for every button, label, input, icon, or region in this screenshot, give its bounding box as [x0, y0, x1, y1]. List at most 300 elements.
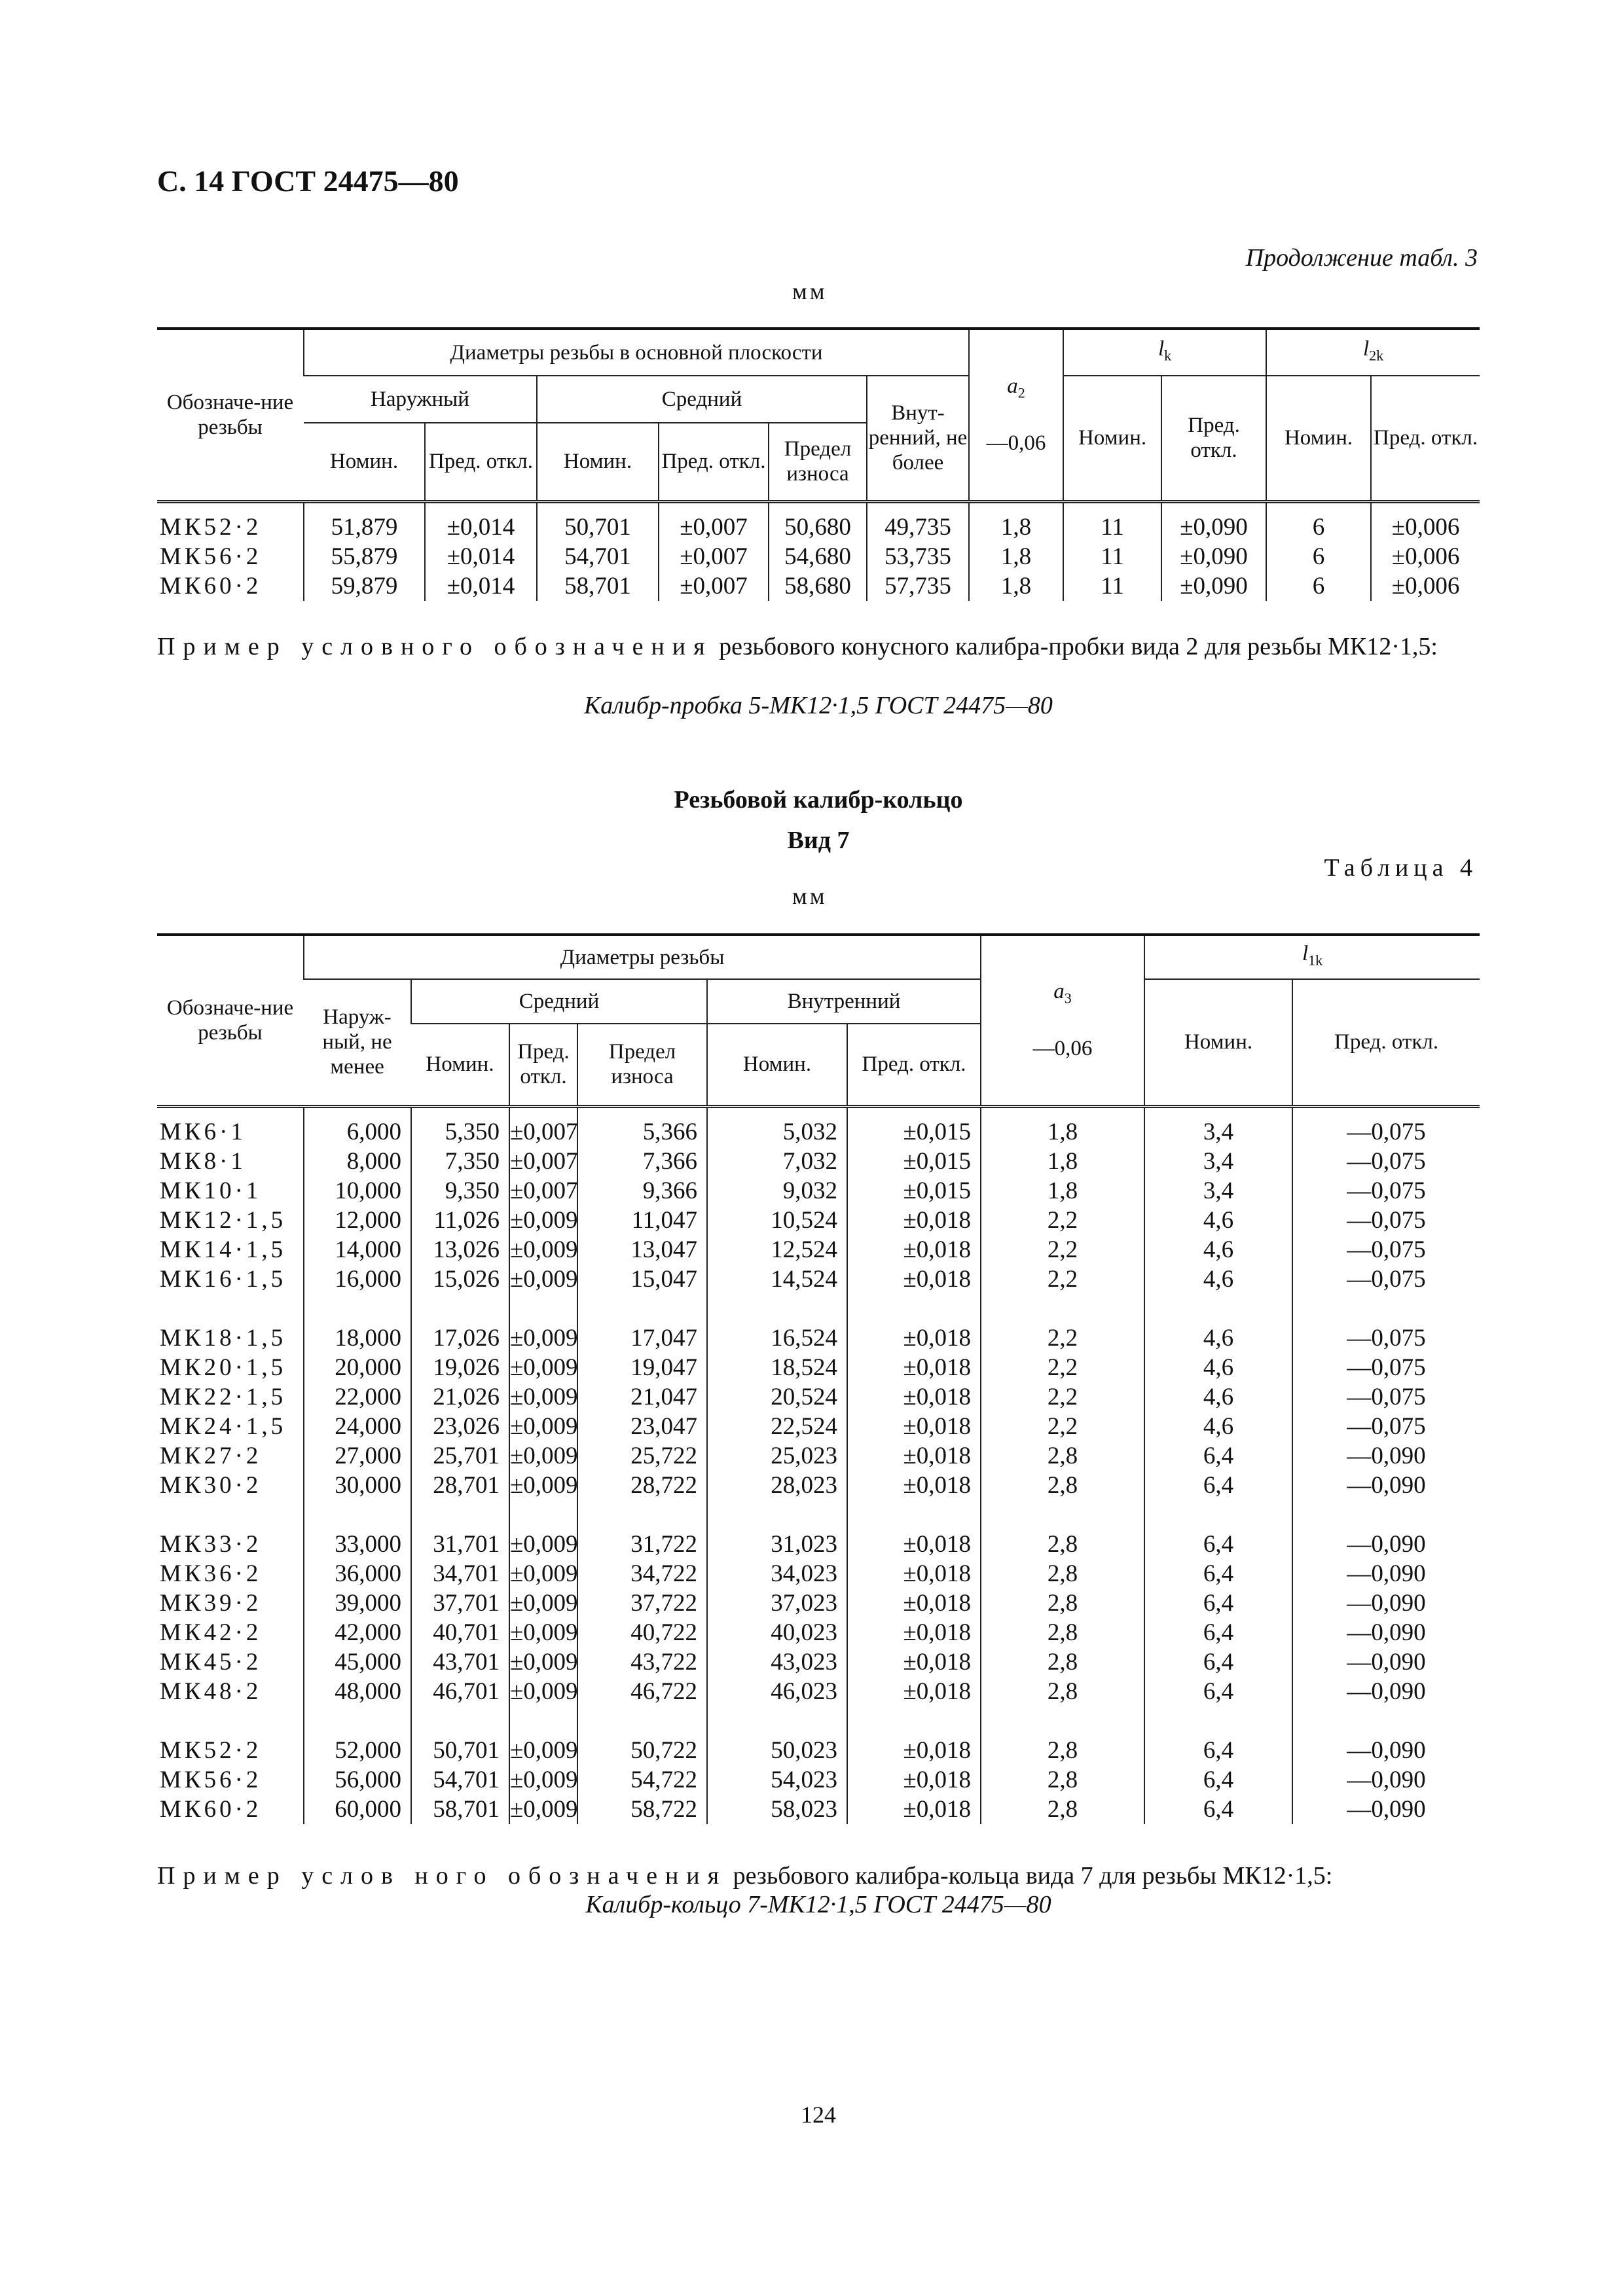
row-spacer	[157, 1500, 1480, 1530]
value-cell: 2,8	[981, 1647, 1144, 1677]
l1k-nom-header: Номин.	[1144, 979, 1292, 1106]
value-cell: ±0,009	[510, 1206, 578, 1234]
value-cell: 31,722	[577, 1530, 707, 1559]
table-row	[157, 1265, 1480, 1294]
table-row	[157, 1117, 1480, 1147]
value-cell: 10,000	[304, 1176, 411, 1206]
value-cell: 6,4	[1144, 1736, 1292, 1765]
l2k-nom-header: Номин.	[1266, 376, 1371, 501]
value-cell: 48,000	[304, 1677, 411, 1706]
value-cell: 2,2	[981, 1206, 1144, 1235]
outer-tol-header: Пред. откл.	[425, 423, 537, 501]
outer-nom-header: Номин.	[304, 423, 425, 501]
value-cell: 46,722	[577, 1677, 707, 1706]
row-spacer	[157, 1106, 1480, 1117]
value-cell: 11	[1063, 512, 1161, 542]
value-cell: 2,2	[981, 1235, 1144, 1265]
value-cell: ±0,009	[510, 1530, 578, 1558]
example-lead: Пример условного обозначения	[157, 633, 713, 660]
value-cell: ±0,015	[847, 1147, 981, 1176]
value-cell: 2,8	[981, 1677, 1144, 1706]
value-cell: ±0,018	[847, 1206, 981, 1235]
value-cell: 31,023	[707, 1530, 847, 1559]
value-cell: 60,000	[304, 1795, 411, 1824]
value-cell: 49,735	[867, 512, 969, 542]
value-cell: —0,075	[1292, 1235, 1480, 1265]
value-cell: 34,722	[577, 1559, 707, 1588]
row-spacer	[157, 1706, 1480, 1736]
value-cell: —0,090	[1292, 1647, 1480, 1677]
table-3-body	[157, 501, 1480, 601]
value-cell: 2,8	[981, 1559, 1144, 1588]
value-cell: 14,000	[304, 1235, 411, 1265]
value-cell: 30,000	[304, 1471, 411, 1500]
value-cell: —0,090	[1292, 1441, 1480, 1471]
value-cell: ±0,018	[847, 1559, 981, 1588]
table-row	[157, 1176, 1480, 1206]
value-cell: 6,4	[1144, 1765, 1292, 1795]
table-row	[157, 1765, 1480, 1795]
value-cell: 4,6	[1144, 1265, 1292, 1294]
l1k-header: $l_{1k}$	[1144, 935, 1480, 979]
table-row	[157, 1677, 1480, 1706]
a2-header: $a_2$ —0,06	[969, 329, 1063, 501]
thread-designation-cell: МК52·2	[160, 513, 262, 541]
value-cell: 15,047	[577, 1265, 707, 1294]
value-cell: ±0,007	[659, 512, 769, 542]
value-cell: 2,8	[981, 1736, 1144, 1765]
table-row	[157, 1323, 1480, 1353]
value-cell: 19,026	[411, 1353, 509, 1382]
value-cell: 28,023	[707, 1471, 847, 1500]
value-cell: ±0,007	[510, 1177, 578, 1204]
value-cell: 11,026	[411, 1206, 509, 1235]
table-row	[157, 1530, 1480, 1559]
value-cell: ±0,007	[510, 1118, 578, 1145]
value-cell: 57,735	[867, 571, 969, 601]
value-cell: 50,023	[707, 1736, 847, 1765]
table-4-body	[157, 1106, 1480, 1824]
middle-nom-header: Номин.	[537, 423, 659, 501]
value-cell: ±0,018	[847, 1677, 981, 1706]
value-cell: 17,026	[411, 1323, 509, 1353]
value-cell: ±0,018	[847, 1441, 981, 1471]
value-cell: 7,366	[577, 1147, 707, 1176]
table-row	[157, 1647, 1480, 1677]
value-cell: —0,090	[1292, 1795, 1480, 1824]
value-cell: 5,350	[411, 1117, 509, 1147]
table-row	[157, 1147, 1480, 1176]
value-cell: 21,026	[411, 1382, 509, 1412]
value-cell: ±0,014	[425, 512, 537, 542]
value-cell: 6	[1266, 571, 1371, 601]
value-cell: 7,032	[707, 1147, 847, 1176]
value-cell: ±0,018	[847, 1382, 981, 1412]
value-cell: ±0,009	[510, 1442, 578, 1469]
diameters-header: Диаметры резьбы в основной плоскости	[304, 329, 969, 376]
value-cell: 10,524	[707, 1206, 847, 1235]
value-cell: 43,023	[707, 1647, 847, 1677]
value-cell: 50,680	[769, 512, 867, 542]
value-cell: 1,8	[981, 1176, 1144, 1206]
thread-designation-cell: МК24·1,5	[160, 1412, 287, 1440]
value-cell: ±0,018	[847, 1765, 981, 1795]
value-cell: 13,026	[411, 1235, 509, 1265]
value-cell: 14,524	[707, 1265, 847, 1294]
value-cell: 1,8	[981, 1147, 1144, 1176]
outer-header: Наружный	[304, 376, 537, 423]
thread-designation-cell: МК6·1	[160, 1118, 246, 1145]
example-lead: Пример услов ного обозначения	[157, 1862, 727, 1890]
value-cell: ±0,009	[510, 1589, 578, 1617]
value-cell: 52,000	[304, 1736, 411, 1765]
value-cell: 4,6	[1144, 1353, 1292, 1382]
value-cell: 46,023	[707, 1677, 847, 1706]
value-cell: ±0,090	[1161, 512, 1266, 542]
value-cell: 34,023	[707, 1559, 847, 1588]
middle-tol-header: Пред. откл.	[509, 1024, 577, 1106]
value-cell: 20,524	[707, 1382, 847, 1412]
value-cell: 53,735	[867, 542, 969, 571]
value-cell: 2,8	[981, 1618, 1144, 1647]
value-cell: 16,524	[707, 1323, 847, 1353]
value-cell: 19,047	[577, 1353, 707, 1382]
middle-wear-header: Предел износа	[577, 1024, 707, 1106]
value-cell: —0,075	[1292, 1147, 1480, 1176]
row-spacer	[157, 1294, 1480, 1323]
row-spacer	[157, 501, 1480, 512]
value-cell: 13,047	[577, 1235, 707, 1265]
value-cell: ±0,009	[510, 1383, 578, 1410]
value-cell: ±0,009	[510, 1236, 578, 1263]
value-cell: 6,4	[1144, 1530, 1292, 1559]
value-cell: 43,722	[577, 1647, 707, 1677]
thread-designation-cell: МК60·2	[160, 572, 262, 600]
value-cell: 6,4	[1144, 1795, 1292, 1824]
value-cell: —0,090	[1292, 1559, 1480, 1588]
thread-designation-cell: МК10·1	[160, 1177, 262, 1204]
table-row	[157, 1206, 1480, 1235]
value-cell: 25,701	[411, 1441, 509, 1471]
value-cell: —0,075	[1292, 1323, 1480, 1353]
value-cell: 11	[1063, 542, 1161, 571]
value-cell: ±0,015	[847, 1176, 981, 1206]
value-cell: ±0,018	[847, 1588, 981, 1618]
value-cell: ±0,009	[510, 1736, 578, 1764]
value-cell: —0,090	[1292, 1618, 1480, 1647]
thread-designation-cell: МК20·1,5	[160, 1354, 287, 1381]
value-cell: 51,879	[304, 512, 425, 542]
value-cell: 6	[1266, 512, 1371, 542]
value-cell: ±0,009	[510, 1560, 578, 1587]
thread-designation-cell: МК12·1,5	[160, 1206, 287, 1234]
value-cell: —0,075	[1292, 1353, 1480, 1382]
thread-designation-cell: МК52·2	[160, 1736, 262, 1764]
thread-designation-cell: МК16·1,5	[160, 1265, 287, 1293]
value-cell: 31,701	[411, 1530, 509, 1559]
value-cell: 54,023	[707, 1765, 847, 1795]
value-cell: ±0,018	[847, 1795, 981, 1824]
value-cell: 3,4	[1144, 1176, 1292, 1206]
value-cell: —0,075	[1292, 1176, 1480, 1206]
value-cell: ±0,009	[510, 1412, 578, 1440]
value-cell: 2,8	[981, 1795, 1144, 1824]
value-cell: 23,026	[411, 1412, 509, 1441]
value-cell: 54,680	[769, 542, 867, 571]
value-cell: —0,090	[1292, 1765, 1480, 1795]
value-cell: 6,4	[1144, 1618, 1292, 1647]
value-cell: 1,8	[969, 571, 1063, 601]
value-cell: 6,4	[1144, 1588, 1292, 1618]
value-cell: 1,8	[969, 512, 1063, 542]
example-paragraph	[157, 632, 1480, 661]
table-4	[157, 933, 1480, 1824]
value-cell: ±0,018	[847, 1530, 981, 1559]
value-cell: —0,075	[1292, 1206, 1480, 1235]
table-row	[157, 1382, 1480, 1412]
value-cell: ±0,009	[510, 1471, 578, 1499]
value-cell: 37,023	[707, 1588, 847, 1618]
value-cell: 15,026	[411, 1265, 509, 1294]
value-cell: 37,722	[577, 1588, 707, 1618]
value-cell: ±0,014	[425, 542, 537, 571]
value-cell: —0,075	[1292, 1412, 1480, 1441]
example-designation: Калибр-кольцо 7-МК12·1,5 ГОСТ 24475—80	[585, 1891, 1051, 1918]
value-cell: 6,000	[304, 1117, 411, 1147]
value-cell: ±0,006	[1371, 571, 1480, 601]
unit-label: мм	[792, 883, 828, 909]
inner-tol-header: Пред. откл.	[847, 1024, 981, 1106]
value-cell: 34,701	[411, 1559, 509, 1588]
value-cell: 50,722	[577, 1736, 707, 1765]
value-cell: 2,8	[981, 1765, 1144, 1795]
value-cell: 3,4	[1144, 1117, 1292, 1147]
inner-header: Внутренний	[707, 979, 981, 1024]
value-cell: 56,000	[304, 1765, 411, 1795]
l2k-tol-header: Пред. откл.	[1371, 376, 1480, 501]
value-cell: —0,090	[1292, 1736, 1480, 1765]
thread-designation-cell: МК56·2	[160, 1766, 262, 1793]
table-row	[157, 1353, 1480, 1382]
value-cell: 12,000	[304, 1206, 411, 1235]
middle-tol-header: Пред. откл.	[659, 423, 769, 501]
value-cell: 2,2	[981, 1265, 1144, 1294]
value-cell: 18,524	[707, 1353, 847, 1382]
value-cell: 5,032	[707, 1117, 847, 1147]
outer-header: Наруж-ный, не менее	[304, 979, 411, 1106]
value-cell: ±0,090	[1161, 542, 1266, 571]
value-cell: —0,090	[1292, 1530, 1480, 1559]
value-cell: ±0,009	[510, 1354, 578, 1381]
middle-header: Средний	[537, 376, 867, 423]
value-cell: 58,023	[707, 1795, 847, 1824]
value-cell: 40,023	[707, 1618, 847, 1647]
thread-designation-cell: МК8·1	[160, 1147, 246, 1175]
value-cell: 2,8	[981, 1530, 1144, 1559]
value-cell: 2,8	[981, 1588, 1144, 1618]
value-cell: 23,047	[577, 1412, 707, 1441]
value-cell: 5,366	[577, 1117, 707, 1147]
value-cell: ±0,015	[847, 1117, 981, 1147]
table-row	[157, 1559, 1480, 1588]
page-header: С. 14 ГОСТ 24475—80	[157, 164, 459, 198]
value-cell: —0,075	[1292, 1265, 1480, 1294]
value-cell: ±0,009	[510, 1766, 578, 1793]
value-cell: ±0,007	[659, 571, 769, 601]
table-3-header	[157, 329, 1480, 501]
value-cell: 4,6	[1144, 1412, 1292, 1441]
diameters-header: Диаметры резьбы	[304, 935, 981, 979]
value-cell: 2,8	[981, 1441, 1144, 1471]
value-cell: 40,701	[411, 1618, 509, 1647]
value-cell: ±0,090	[1161, 571, 1266, 601]
value-cell: 22,000	[304, 1382, 411, 1412]
value-cell: ±0,009	[510, 1648, 578, 1676]
thread-designation-cell: МК36·2	[160, 1560, 262, 1587]
value-cell: 50,701	[411, 1736, 509, 1765]
value-cell: 40,722	[577, 1618, 707, 1647]
value-cell: 50,701	[537, 512, 659, 542]
thread-designation-cell: МК22·1,5	[160, 1383, 287, 1410]
value-cell: 6	[1266, 542, 1371, 571]
middle-header: Средний	[411, 979, 707, 1024]
value-cell: 25,023	[707, 1441, 847, 1471]
value-cell: ±0,018	[847, 1471, 981, 1500]
thread-designation-cell: МК45·2	[160, 1648, 262, 1676]
value-cell: 6,4	[1144, 1441, 1292, 1471]
value-cell: ±0,018	[847, 1412, 981, 1441]
table-row	[157, 542, 1480, 571]
value-cell: ±0,014	[425, 571, 537, 601]
value-cell: —0,090	[1292, 1588, 1480, 1618]
value-cell: 55,879	[304, 542, 425, 571]
value-cell: 4,6	[1144, 1235, 1292, 1265]
value-cell: ±0,018	[847, 1265, 981, 1294]
value-cell: 4,6	[1144, 1206, 1292, 1235]
value-cell: 58,701	[537, 571, 659, 601]
table-row	[157, 1736, 1480, 1765]
value-cell: 46,701	[411, 1677, 509, 1706]
designation-header: Обозначе-ние резьбы	[157, 935, 304, 1106]
value-cell: 33,000	[304, 1530, 411, 1559]
value-cell: 45,000	[304, 1647, 411, 1677]
value-cell: 1,8	[969, 542, 1063, 571]
table-row	[157, 1471, 1480, 1500]
value-cell: 22,524	[707, 1412, 847, 1441]
thread-designation-cell: МК56·2	[160, 543, 262, 570]
value-cell: ±0,007	[659, 542, 769, 571]
table-continuation-note: Продолжение табл. 3	[1245, 244, 1478, 272]
value-cell: 2,2	[981, 1323, 1144, 1353]
value-cell: ±0,009	[510, 1265, 578, 1293]
value-cell: —0,075	[1292, 1117, 1480, 1147]
inner-nom-header: Номин.	[707, 1024, 847, 1106]
l1k-tol-header: Пред. откл.	[1292, 979, 1480, 1106]
thread-designation-cell: МК33·2	[160, 1530, 262, 1558]
example-text: резьбового калибра-кольца вида 7 для резьбы МК12·1,5:	[727, 1862, 1333, 1890]
value-cell: 6,4	[1144, 1559, 1292, 1588]
table-row	[157, 571, 1480, 601]
value-cell: 18,000	[304, 1323, 411, 1353]
l2k-header: $l_{2k}$	[1266, 329, 1480, 376]
value-cell: ±0,018	[847, 1647, 981, 1677]
value-cell: ±0,018	[847, 1353, 981, 1382]
example-paragraph	[157, 1861, 1480, 1890]
table-row	[157, 1235, 1480, 1265]
value-cell: ±0,018	[847, 1235, 981, 1265]
value-cell: 54,701	[411, 1765, 509, 1795]
value-cell: 20,000	[304, 1353, 411, 1382]
value-cell: 58,722	[577, 1795, 707, 1824]
value-cell: 17,047	[577, 1323, 707, 1353]
value-cell: 7,350	[411, 1147, 509, 1176]
value-cell: 12,524	[707, 1235, 847, 1265]
unit-label: мм	[792, 278, 828, 304]
value-cell: —0,090	[1292, 1677, 1480, 1706]
value-cell: ±0,018	[847, 1618, 981, 1647]
thread-designation-cell: МК39·2	[160, 1589, 262, 1617]
value-cell: 24,000	[304, 1412, 411, 1441]
value-cell: ±0,007	[510, 1147, 578, 1175]
value-cell: 11	[1063, 571, 1161, 601]
value-cell: 39,000	[304, 1588, 411, 1618]
value-cell: 9,366	[577, 1176, 707, 1206]
value-cell: 58,701	[411, 1795, 509, 1824]
value-cell: 27,000	[304, 1441, 411, 1471]
thread-designation-cell: МК14·1,5	[160, 1236, 287, 1263]
value-cell: 54,722	[577, 1765, 707, 1795]
value-cell: 9,032	[707, 1176, 847, 1206]
table-row	[157, 1795, 1480, 1824]
example-designation: Калибр-пробка 5-МК12·1,5 ГОСТ 24475—80	[584, 692, 1053, 719]
thread-designation-cell: МК60·2	[160, 1795, 262, 1823]
example-text: резьбового конусного калибра-пробки вида 2 для резьбы МК12·1,5:	[712, 633, 1438, 660]
value-cell: 9,350	[411, 1176, 509, 1206]
middle-nom-header: Номин.	[411, 1024, 509, 1106]
value-cell: ±0,009	[510, 1324, 578, 1352]
a3-header: $a_3$ —0,06	[981, 935, 1144, 1106]
value-cell: ±0,009	[510, 1619, 578, 1646]
table-row	[157, 512, 1480, 542]
section-title: Резьбовой калибр-кольцо	[674, 786, 963, 814]
value-cell: 28,701	[411, 1471, 509, 1500]
value-cell: ±0,006	[1371, 542, 1480, 571]
value-cell: 37,701	[411, 1588, 509, 1618]
value-cell: 25,722	[577, 1441, 707, 1471]
value-cell: 6,4	[1144, 1677, 1292, 1706]
lk-tol-header: Пред. откл.	[1161, 376, 1266, 501]
value-cell: 16,000	[304, 1265, 411, 1294]
value-cell: 11,047	[577, 1206, 707, 1235]
table-4-header	[157, 935, 1480, 1106]
value-cell: 58,680	[769, 571, 867, 601]
thread-designation-cell: МК48·2	[160, 1677, 262, 1705]
thread-designation-cell: МК18·1,5	[160, 1324, 287, 1352]
thread-designation-cell: МК30·2	[160, 1471, 262, 1499]
lk-nom-header: Номин.	[1063, 376, 1161, 501]
table-label: Таблица 4	[1324, 854, 1478, 882]
value-cell: 2,2	[981, 1353, 1144, 1382]
value-cell: —0,090	[1292, 1471, 1480, 1500]
page-number: 124	[801, 2102, 836, 2128]
value-cell: ±0,018	[847, 1323, 981, 1353]
table-row	[157, 1618, 1480, 1647]
table-row	[157, 1441, 1480, 1471]
lk-header: $l_k$	[1063, 329, 1266, 376]
value-cell: 4,6	[1144, 1382, 1292, 1412]
thread-designation-cell: МК27·2	[160, 1442, 262, 1469]
value-cell: 2,2	[981, 1382, 1144, 1412]
